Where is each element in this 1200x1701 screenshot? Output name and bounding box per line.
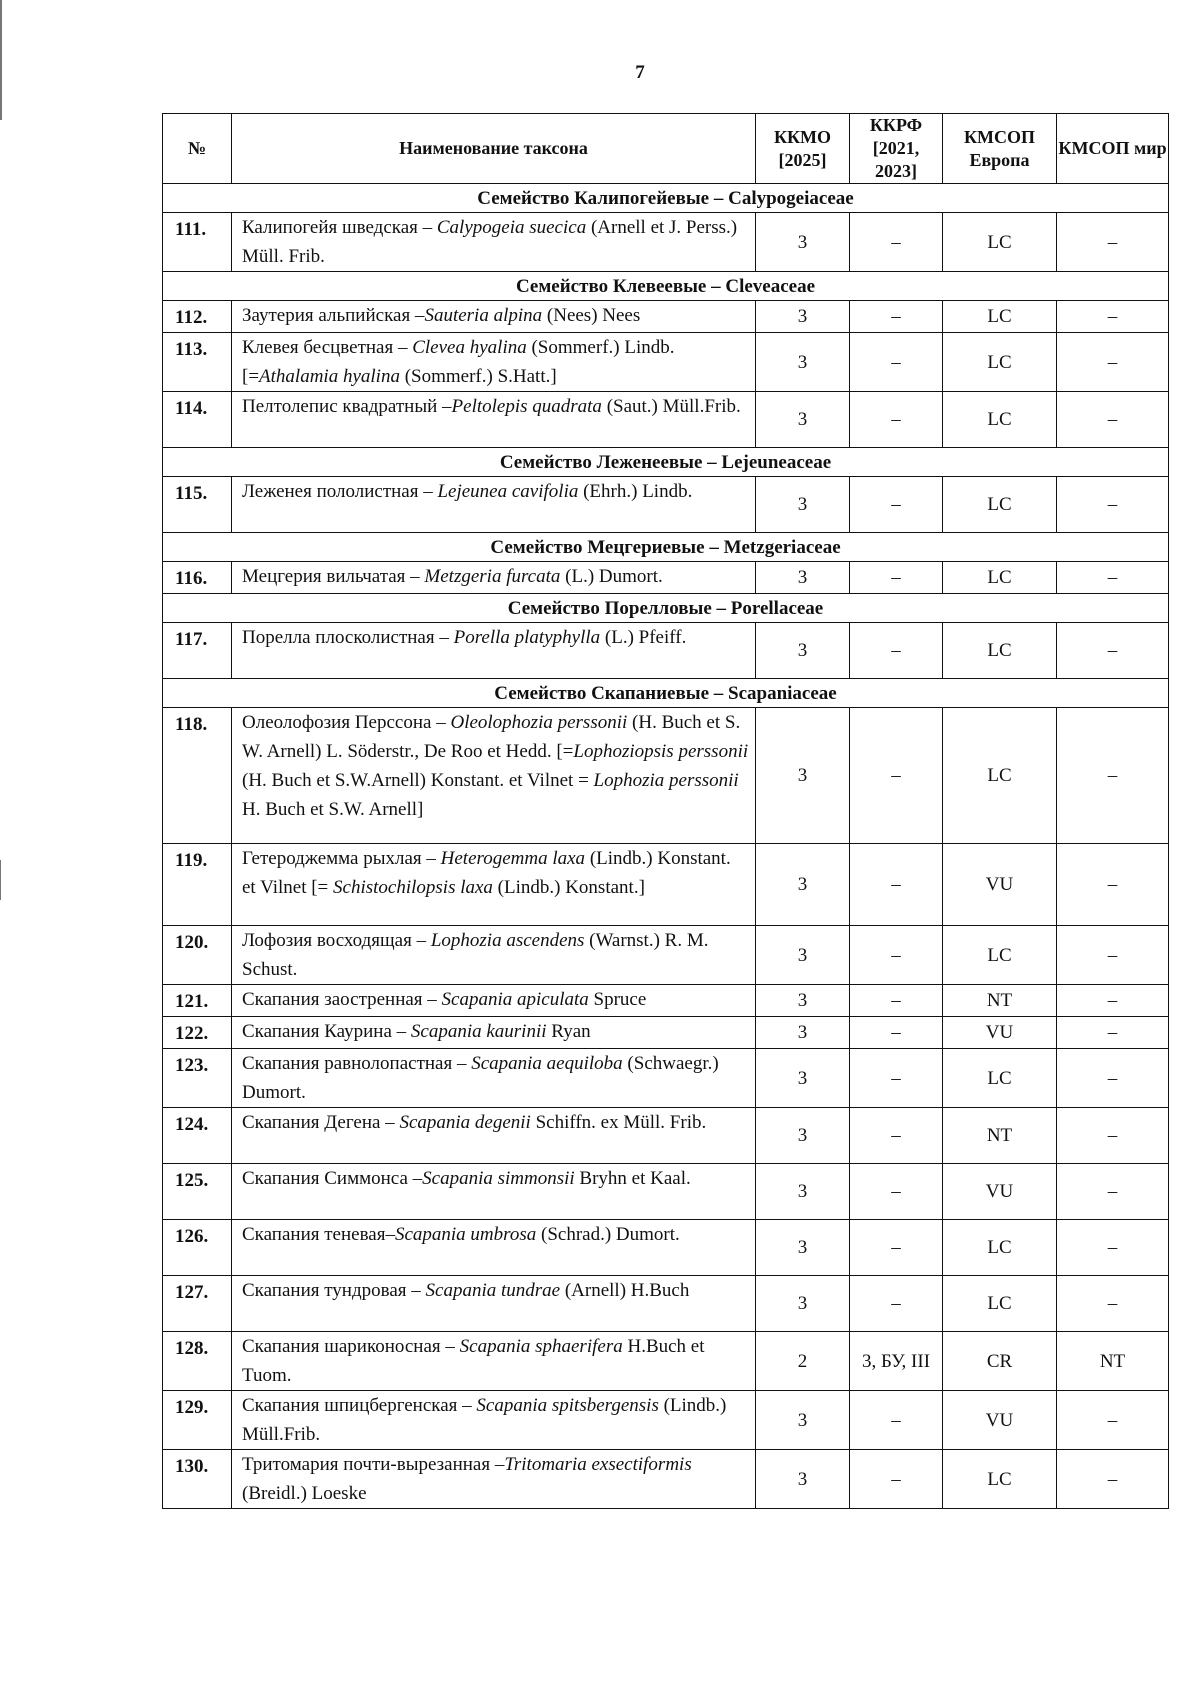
kkmo-category: 3	[756, 392, 850, 448]
taxon-russian-name: Мецгерия вильчатая –	[242, 566, 425, 587]
taxon-russian-name: Скапания тундровая –	[242, 1280, 426, 1301]
taxon-latin-name: Lophozia ascendens	[430, 930, 585, 951]
taxon-name	[232, 844, 756, 926]
taxon-latin-name: Porella platyphylla	[453, 627, 601, 648]
taxon-name	[232, 1049, 756, 1108]
family-heading: Семейство Леженеевые – Lejeuneaceae	[163, 448, 1169, 477]
row-number: 121.	[163, 985, 232, 1017]
taxon-name	[232, 1108, 756, 1164]
kmsop-europe-status: LC	[943, 1049, 1057, 1108]
kkrf-category: –	[850, 926, 943, 985]
taxon-author: (H. Buch et S.W.Arnell) Konstant. et Vilnet =	[242, 770, 594, 791]
kkmo-category: 3	[756, 477, 850, 533]
taxon-author: Spruce	[588, 989, 647, 1010]
taxon-author: (Lindb.) Müll.Frib.	[242, 1395, 727, 1445]
row-number: 118.	[163, 708, 232, 844]
kmsop-europe-status: LC	[943, 392, 1057, 448]
kkmo-category: 3	[756, 1108, 850, 1164]
kkmo-category: 3	[756, 623, 850, 679]
row-number: 130.	[163, 1450, 232, 1509]
kmsop-europe-status: LC	[943, 301, 1057, 333]
kmsop-europe-status: VU	[943, 1017, 1057, 1049]
row-number: 126.	[163, 1220, 232, 1276]
taxon-name	[232, 477, 756, 533]
taxon-russian-name: Клевея бесцветная –	[242, 337, 413, 358]
taxon-latin-name: Scapania tundrae	[425, 1280, 561, 1301]
kmsop-world-status: –	[1057, 562, 1169, 594]
family-row	[163, 272, 1169, 301]
row-number: 120.	[163, 926, 232, 985]
table-row	[163, 1049, 1169, 1108]
kkrf-category: –	[850, 392, 943, 448]
family-heading: Семейство Порелловые – Porellaceae	[163, 594, 1169, 623]
taxon-author: H.Buch et Tuom.	[242, 1336, 705, 1386]
taxon-name	[232, 985, 756, 1017]
header-kmsop-world: КМСОП мир	[1057, 114, 1169, 184]
taxon-latin-name: Oleolophozia perssonii	[450, 712, 628, 733]
kmsop-europe-status: NT	[943, 1108, 1057, 1164]
kkmo-category: 3	[756, 1391, 850, 1450]
row-number: 129.	[163, 1391, 232, 1450]
family-row	[163, 448, 1169, 477]
row-number: 122.	[163, 1017, 232, 1049]
taxon-name	[232, 1332, 756, 1391]
kmsop-europe-status: VU	[943, 844, 1057, 926]
taxon-name	[232, 392, 756, 448]
taxon-name	[232, 926, 756, 985]
table-row	[163, 1276, 1169, 1332]
taxon-latin-name: Scapania degenii	[399, 1112, 531, 1133]
kmsop-world-status: –	[1057, 985, 1169, 1017]
taxon-name	[232, 1450, 756, 1509]
taxon-latin-name: Peltolepis quadrata	[451, 396, 602, 417]
taxon-author: (Saut.) Müll.Frib.	[601, 396, 741, 417]
kkrf-category: –	[850, 623, 943, 679]
taxon-latin-name: Scapania apiculata	[441, 989, 589, 1010]
taxon-latin-name: Scapania simmonsii	[422, 1168, 575, 1189]
kkrf-category: –	[850, 333, 943, 392]
table-row	[163, 213, 1169, 272]
table-row	[163, 1017, 1169, 1049]
table-row	[163, 985, 1169, 1017]
taxon-name	[232, 623, 756, 679]
row-number: 114.	[163, 392, 232, 448]
kmsop-world-status: –	[1057, 1391, 1169, 1450]
taxon-author: (Ehrh.) Lindb.	[578, 481, 693, 502]
taxon-author: (Sommerf.) S.Hatt.]	[399, 366, 557, 387]
kmsop-world-status: NT	[1057, 1332, 1169, 1391]
taxon-name	[232, 213, 756, 272]
taxon-author: (Nees) Nees	[542, 305, 641, 326]
taxon-author: (Sommerf.) Lindb. [=	[242, 337, 675, 387]
kkmo-category: 3	[756, 333, 850, 392]
taxon-author: (H. Buch et S. W. Arnell) L. Söderstr., De Roo et Hedd. [=	[242, 712, 741, 762]
kkmo-category: 3	[756, 1450, 850, 1509]
taxon-russian-name: Калипогейя шведская –	[242, 217, 437, 238]
kmsop-europe-status: VU	[943, 1391, 1057, 1450]
taxon-russian-name: Заутерия альпийская –	[242, 305, 425, 326]
family-row	[163, 533, 1169, 562]
taxon-author: (Schrad.) Dumort.	[536, 1224, 680, 1245]
table-row	[163, 708, 1169, 844]
taxon-russian-name: Скапания заостренная –	[242, 989, 442, 1010]
row-number: 127.	[163, 1276, 232, 1332]
taxon-russian-name: Скапания теневая–	[242, 1224, 395, 1245]
taxon-latin-name: Heterogemma laxa	[440, 848, 586, 869]
kkrf-category: –	[850, 477, 943, 533]
kkmo-category: 3	[756, 1017, 850, 1049]
kmsop-europe-status: LC	[943, 1276, 1057, 1332]
kmsop-europe-status: CR	[943, 1332, 1057, 1391]
taxon-russian-name: Скапания Дегена –	[242, 1112, 400, 1133]
table-row	[163, 844, 1169, 926]
kkmo-category: 3	[756, 562, 850, 594]
kkmo-category: 3	[756, 1049, 850, 1108]
taxon-name	[232, 708, 756, 844]
kkmo-category: 3	[756, 926, 850, 985]
kkmo-category: 3	[756, 708, 850, 844]
table-row	[163, 477, 1169, 533]
row-number: 117.	[163, 623, 232, 679]
table-row	[163, 1450, 1169, 1509]
kmsop-world-status: –	[1057, 1049, 1169, 1108]
taxon-latin-name: Schistochilopsis laxa	[333, 877, 493, 898]
kmsop-world-status: –	[1057, 477, 1169, 533]
taxon-author: (Lindb.) Konstant. et Vilnet [=	[242, 848, 731, 898]
taxon-russian-name: Лофозия восходящая –	[242, 930, 431, 951]
kmsop-world-status: –	[1057, 213, 1169, 272]
taxa-table	[162, 113, 1169, 1509]
taxon-latin-name: Lophoziopsis perssonii	[573, 741, 749, 762]
kkrf-category: –	[850, 1276, 943, 1332]
family-row	[163, 184, 1169, 213]
header-kkmo: ККМО [2025]	[756, 114, 850, 184]
taxon-name	[232, 1220, 756, 1276]
kmsop-world-status: –	[1057, 301, 1169, 333]
taxon-latin-name: Calypogeia suecica	[436, 217, 587, 238]
taxon-russian-name: Гетероджемма рыхлая –	[242, 848, 441, 869]
taxon-author: (Breidl.) Loeske	[242, 1483, 367, 1504]
taxon-author: (Lindb.) Konstant.]	[492, 877, 645, 898]
taxon-latin-name: Metzgeria furcata	[424, 566, 561, 587]
family-heading: Семейство Калипогейевые – Calypogeiaceae	[163, 184, 1169, 213]
kkrf-category: –	[850, 562, 943, 594]
family-heading: Семейство Клевеевые – Cleveaceae	[163, 272, 1169, 301]
taxon-name	[232, 301, 756, 333]
kmsop-world-status: –	[1057, 392, 1169, 448]
taxon-author: (Warnst.) R. M. Schust.	[242, 930, 709, 980]
taxon-russian-name: Скапания шариконосная –	[242, 1336, 460, 1357]
kmsop-europe-status: NT	[943, 985, 1057, 1017]
family-row	[163, 679, 1169, 708]
taxon-russian-name: Леженея пололистная –	[242, 481, 438, 502]
row-number: 116.	[163, 562, 232, 594]
kmsop-world-status: –	[1057, 1276, 1169, 1332]
row-number: 128.	[163, 1332, 232, 1391]
family-heading: Семейство Мецгериевые – Metzgeriaceae	[163, 533, 1169, 562]
table-body	[163, 184, 1169, 1509]
taxon-russian-name: Скапания шпицбергенская –	[242, 1395, 477, 1416]
family-heading: Семейство Скапаниевые – Scapaniaceae	[163, 679, 1169, 708]
table-row	[163, 1220, 1169, 1276]
taxon-author: (Schwaegr.) Dumort.	[242, 1053, 719, 1103]
taxon-latin-name: Tritomaria exsectiformis	[504, 1454, 692, 1475]
kkrf-category: –	[850, 1017, 943, 1049]
kmsop-world-status: –	[1057, 844, 1169, 926]
table-row	[163, 333, 1169, 392]
row-number: 112.	[163, 301, 232, 333]
kkrf-category: –	[850, 1049, 943, 1108]
table-row	[163, 1108, 1169, 1164]
scan-edge-mark	[0, 860, 1, 900]
row-number: 125.	[163, 1164, 232, 1220]
taxon-name	[232, 562, 756, 594]
kmsop-world-status: –	[1057, 1164, 1169, 1220]
header-kkrf: ККРФ [2021, 2023]	[850, 114, 943, 184]
kkrf-category: –	[850, 301, 943, 333]
header-num: №	[163, 114, 232, 184]
taxon-author: (Arnell et J. Perss.) Müll. Frib.	[242, 217, 738, 267]
kmsop-europe-status: LC	[943, 333, 1057, 392]
row-number: 123.	[163, 1049, 232, 1108]
kkmo-category: 2	[756, 1332, 850, 1391]
kkrf-category: 3, БУ, III	[850, 1332, 943, 1391]
kkmo-category: 3	[756, 213, 850, 272]
scan-edge-mark	[0, 0, 2, 120]
taxon-author: Ryan	[546, 1021, 591, 1042]
taxon-russian-name: Тритомария почти-вырезанная –	[242, 1454, 505, 1475]
kkmo-category: 3	[756, 844, 850, 926]
table-row	[163, 392, 1169, 448]
kkrf-category: –	[850, 1391, 943, 1450]
taxon-name	[232, 1017, 756, 1049]
table-row	[163, 301, 1169, 333]
kkrf-category: –	[850, 1108, 943, 1164]
row-number: 111.	[163, 213, 232, 272]
kkrf-category: –	[850, 985, 943, 1017]
taxon-latin-name: Lophozia perssonii	[593, 770, 739, 791]
kmsop-europe-status: VU	[943, 1164, 1057, 1220]
taxon-latin-name: Clevea hyalina	[412, 337, 527, 358]
kmsop-world-status: –	[1057, 708, 1169, 844]
kkmo-category: 3	[756, 301, 850, 333]
row-number: 119.	[163, 844, 232, 926]
page-number: 7	[635, 62, 645, 83]
kmsop-europe-status: LC	[943, 926, 1057, 985]
taxon-latin-name: Scapania sphaerifera	[459, 1336, 623, 1357]
kkmo-category: 3	[756, 1164, 850, 1220]
taxon-russian-name: Скапания Симмонса –	[242, 1168, 423, 1189]
taxon-author: (Arnell) H.Buch	[560, 1280, 690, 1301]
kmsop-world-status: –	[1057, 926, 1169, 985]
taxon-author: Schiffn. ex Müll. Frib.	[530, 1112, 707, 1133]
kkrf-category: –	[850, 844, 943, 926]
header-taxon-name: Наименование таксона	[232, 114, 756, 184]
taxon-name	[232, 1391, 756, 1450]
taxon-russian-name: Скапания Каурина –	[242, 1021, 411, 1042]
kkrf-category: –	[850, 213, 943, 272]
table-row	[163, 1391, 1169, 1450]
kmsop-europe-status: LC	[943, 708, 1057, 844]
kmsop-europe-status: LC	[943, 1450, 1057, 1509]
kkrf-category: –	[850, 1450, 943, 1509]
taxon-name	[232, 1164, 756, 1220]
kkmo-category: 3	[756, 985, 850, 1017]
taxon-latin-name: Scapania spitsbergensis	[476, 1395, 659, 1416]
taxon-name	[232, 1276, 756, 1332]
kmsop-world-status: –	[1057, 1450, 1169, 1509]
kmsop-europe-status: LC	[943, 213, 1057, 272]
taxon-latin-name: Scapania aequiloba	[471, 1053, 623, 1074]
table-row	[163, 1164, 1169, 1220]
kkrf-category: –	[850, 1164, 943, 1220]
taxon-latin-name: Scapania umbrosa	[394, 1224, 537, 1245]
row-number: 115.	[163, 477, 232, 533]
taxon-author: H. Buch et S.W. Arnell]	[242, 799, 424, 820]
kmsop-europe-status: LC	[943, 623, 1057, 679]
table-row	[163, 562, 1169, 594]
taxon-latin-name: Athalamia hyalina	[259, 366, 400, 387]
kkrf-category: –	[850, 1220, 943, 1276]
kkmo-category: 3	[756, 1276, 850, 1332]
kmsop-europe-status: LC	[943, 562, 1057, 594]
taxon-latin-name: Scapania kaurinii	[410, 1021, 547, 1042]
taxon-author: (L.) Pfeiff.	[600, 627, 687, 648]
kmsop-world-status: –	[1057, 1220, 1169, 1276]
taxon-russian-name: Порелла плосколистная –	[242, 627, 454, 648]
table-row	[163, 623, 1169, 679]
kmsop-world-status: –	[1057, 1017, 1169, 1049]
table-row	[163, 926, 1169, 985]
table-header-row	[163, 114, 1169, 184]
taxon-author: Bryhn et Kaal.	[574, 1168, 691, 1189]
kmsop-world-status: –	[1057, 333, 1169, 392]
taxon-latin-name: Sauteria alpina	[424, 305, 543, 326]
taxon-russian-name: Олеолофозия Перссона –	[242, 712, 451, 733]
kmsop-europe-status: LC	[943, 1220, 1057, 1276]
header-kmsop-europe: КМСОП Европа	[943, 114, 1057, 184]
kmsop-world-status: –	[1057, 1108, 1169, 1164]
taxon-russian-name: Пелтолепис квадратный –	[242, 396, 452, 417]
row-number: 124.	[163, 1108, 232, 1164]
kmsop-europe-status: LC	[943, 477, 1057, 533]
taxon-latin-name: Lejeunea cavifolia	[437, 481, 579, 502]
row-number: 113.	[163, 333, 232, 392]
kmsop-world-status: –	[1057, 623, 1169, 679]
kkrf-category: –	[850, 708, 943, 844]
family-row	[163, 594, 1169, 623]
table-row	[163, 1332, 1169, 1391]
kkmo-category: 3	[756, 1220, 850, 1276]
taxon-author: (L.) Dumort.	[560, 566, 663, 587]
taxon-russian-name: Скапания равнолопастная –	[242, 1053, 472, 1074]
taxon-name	[232, 333, 756, 392]
